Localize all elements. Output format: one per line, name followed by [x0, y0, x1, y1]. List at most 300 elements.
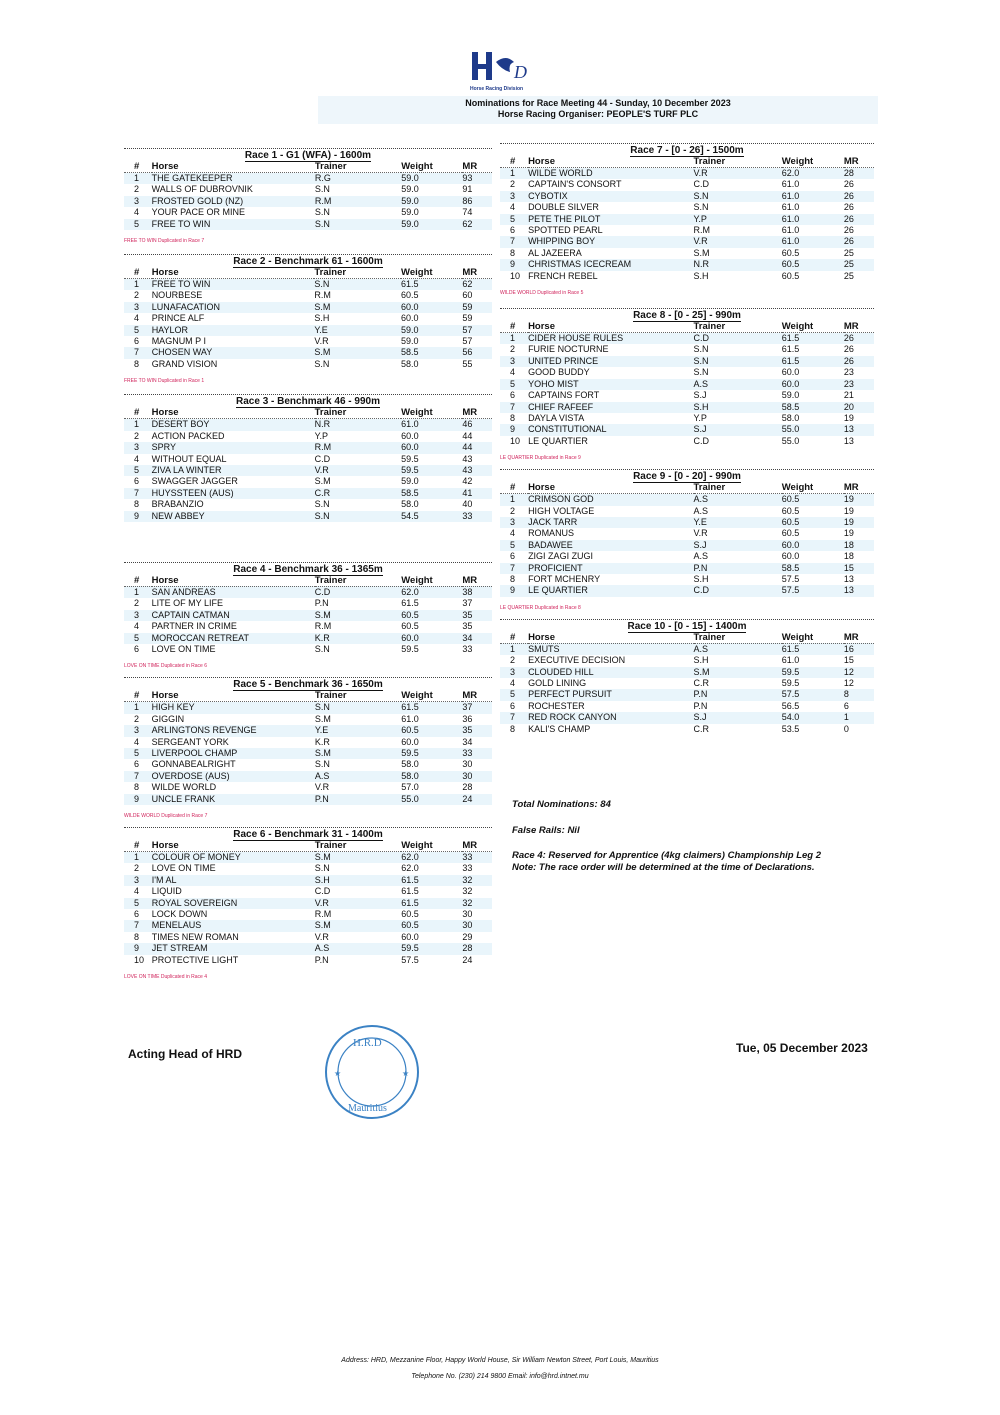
- race-table: [500, 322, 874, 447]
- cell-mr: 8: [844, 689, 874, 700]
- cell-number: 1: [500, 168, 528, 180]
- cell-weight: 61.0: [782, 191, 844, 202]
- cell-horse: LUNAFACATION: [152, 302, 315, 313]
- table-row: [500, 655, 874, 666]
- cell-mr: 15: [843, 655, 854, 666]
- cell-mr: 26: [843, 179, 854, 190]
- cell-weight: 57.5: [782, 689, 844, 700]
- table-row: [124, 955, 492, 966]
- cell-trainer: P.N: [315, 794, 401, 805]
- race-table: [124, 576, 492, 655]
- cell-number: 5: [124, 898, 152, 909]
- table-row: [500, 356, 874, 367]
- table-row: [124, 759, 492, 770]
- cell-weight: 62.0: [401, 852, 462, 864]
- column-header-weight: Weight: [401, 161, 433, 172]
- cell-number: 8: [510, 723, 516, 734]
- cell-weight: 59.0: [401, 476, 419, 487]
- table-row: [124, 488, 492, 499]
- cell-horse: CONSTITUTIONAL: [528, 424, 693, 435]
- table-row: [500, 643, 874, 655]
- cell-number: 3: [124, 442, 152, 453]
- column-header-num: #: [134, 574, 140, 586]
- cell-number: 7: [500, 563, 528, 574]
- cell-number: 8: [510, 573, 516, 584]
- column-header-mr: MR: [843, 321, 859, 333]
- column-header-horse: Horse: [151, 690, 179, 702]
- table-row: [500, 585, 874, 596]
- cell-weight: 59.0: [401, 207, 419, 218]
- race-section: [124, 562, 492, 677]
- cell-trainer: C.D: [314, 886, 331, 897]
- cell-mr: 28: [462, 782, 473, 793]
- cell-trainer: A.S: [693, 551, 709, 562]
- column-header-trainer: Trainer: [314, 161, 347, 172]
- cell-horse: EXECUTIVE DECISION: [528, 655, 626, 666]
- cell-weight: 59.0: [401, 173, 462, 185]
- cell-horse: WHIPPING BOY: [528, 236, 693, 247]
- cell-mr: 33: [462, 748, 492, 759]
- cell-weight: 60.5: [781, 528, 800, 539]
- table-row: [124, 184, 492, 195]
- address: Address: HRD, Mezzanine Floor, Happy World House, Sir William Newton Street, Port Louis, Mauritius: [341, 1357, 659, 1364]
- table-row: [500, 701, 874, 712]
- cell-trainer: S.J: [694, 540, 782, 551]
- cell-weight: 62.0: [401, 863, 419, 874]
- table-row: [124, 863, 492, 874]
- cell-mr: 26: [844, 236, 874, 247]
- cell-mr: 33: [462, 863, 473, 874]
- table-row: [124, 454, 492, 465]
- table-row: [500, 202, 874, 213]
- cell-horse: HUYSSTEEN (AUS): [152, 488, 315, 499]
- column-header-trainer: Trainer: [314, 690, 347, 702]
- cell-weight: 61.5: [401, 886, 419, 897]
- cell-mr: 19: [843, 528, 854, 539]
- race-title: [124, 254, 492, 268]
- cell-number: 4: [510, 528, 516, 539]
- cell-trainer: S.N: [315, 219, 401, 230]
- cell-mr: 55: [462, 358, 473, 369]
- cell-number: 3: [500, 191, 528, 202]
- cell-weight: 61.0: [781, 655, 800, 666]
- cell-trainer: N.R: [315, 419, 402, 431]
- cell-trainer: C.D: [693, 179, 709, 190]
- cell-weight: 60.5: [401, 610, 462, 621]
- cell-mr: 34: [462, 633, 492, 644]
- cell-trainer: S.M: [315, 610, 401, 621]
- race-title-text: Race 8 - [0 - 25] - 990m: [633, 310, 741, 322]
- cell-trainer: Y.E: [315, 725, 401, 736]
- table-row: [124, 290, 492, 301]
- table-row: [124, 714, 492, 725]
- cell-number: 1: [500, 643, 528, 655]
- cell-trainer: V.R: [315, 898, 401, 909]
- cell-mr: 13: [843, 573, 854, 584]
- cell-trainer: P.N: [694, 689, 782, 700]
- race-table: [500, 633, 874, 735]
- cell-mr: 42: [462, 476, 473, 487]
- race-table: [124, 691, 492, 805]
- cell-mr: 41: [462, 488, 492, 499]
- table-row: [500, 724, 874, 735]
- cell-horse: UNCLE FRANK: [152, 794, 315, 805]
- cell-weight: 60.0: [401, 633, 462, 644]
- race-title: [500, 469, 874, 483]
- cell-mr: 28: [844, 168, 874, 180]
- cell-number: 7: [500, 712, 528, 723]
- cell-weight: 55.0: [401, 794, 462, 805]
- cell-weight: 53.5: [781, 723, 800, 734]
- table-header-row: [124, 841, 492, 852]
- cell-number: 5: [500, 214, 528, 225]
- table-row: [500, 179, 874, 190]
- cell-trainer: A.S: [315, 943, 401, 954]
- cell-trainer: S.H: [693, 573, 709, 584]
- table-row: [500, 494, 874, 506]
- cell-horse: LOVE ON TIME: [151, 863, 216, 874]
- cell-weight: 61.0: [781, 202, 800, 213]
- race-title: [124, 394, 492, 408]
- cell-weight: 59.5: [401, 453, 419, 464]
- cell-mr: 30: [462, 920, 492, 931]
- cell-weight: 61.0: [782, 236, 844, 247]
- duplicate-note: LOVE ON TIME Duplicated in Race 4: [124, 974, 207, 981]
- cell-mr: 1: [844, 712, 874, 723]
- table-row: [124, 725, 492, 736]
- cell-trainer: S.N: [315, 511, 402, 522]
- cell-trainer: S.M: [314, 302, 401, 313]
- cell-horse: DAYLA VISTA: [528, 412, 585, 423]
- table-row: [124, 465, 492, 476]
- cell-trainer: S.J: [694, 424, 782, 435]
- cell-horse: HIGH KEY: [152, 702, 315, 714]
- cell-mr: 62: [462, 279, 492, 291]
- cell-number: 9: [124, 794, 152, 805]
- cell-number: 2: [134, 290, 140, 301]
- cell-weight: 54.0: [782, 712, 844, 723]
- table-row: [500, 424, 874, 435]
- column-header-mr: MR: [462, 267, 478, 279]
- table-row: [124, 644, 492, 655]
- cell-weight: 60.5: [781, 505, 800, 516]
- cell-weight: 60.0: [781, 367, 800, 378]
- column-header-trainer: Trainer: [314, 407, 347, 419]
- cell-mr: 28: [462, 943, 492, 954]
- cell-horse: AL JAZEERA: [528, 247, 582, 258]
- cell-weight: 62.0: [401, 586, 462, 598]
- cell-number: 10: [510, 435, 521, 446]
- table-row: [124, 898, 492, 909]
- column-header-horse: Horse: [151, 840, 179, 852]
- cell-trainer: Y.E: [314, 325, 401, 336]
- duplicate-note: [124, 522, 492, 536]
- table-row: [124, 313, 492, 324]
- column-header-trainer: Trainer: [693, 631, 726, 643]
- cell-mr: 30: [462, 771, 492, 782]
- cell-horse: MAGNUM P I: [151, 336, 207, 347]
- cell-horse: CAPTAIN'S CONSORT: [528, 179, 622, 190]
- cell-mr: 23: [843, 367, 854, 378]
- cell-number: 7: [124, 771, 152, 782]
- cell-weight: 60.5: [401, 725, 462, 736]
- table-row: [500, 563, 874, 574]
- cell-horse: LOCK DOWN: [151, 909, 208, 920]
- svg-text:D: D: [514, 62, 527, 82]
- cell-trainer: R.M: [314, 290, 331, 301]
- cell-trainer: R.M: [314, 909, 332, 920]
- cell-trainer: C.R: [693, 723, 709, 734]
- table-row: [124, 476, 492, 487]
- cell-trainer: S.N: [314, 759, 330, 770]
- duplicate-note: WILDE WORLD Duplicated in Race 5: [500, 290, 584, 297]
- cell-mr: 44: [462, 430, 473, 441]
- cell-trainer: S.H: [314, 313, 330, 324]
- table-header-row: [500, 322, 874, 333]
- cell-horse: ACTION PACKED: [151, 430, 225, 441]
- cell-horse: CHOSEN WAY: [152, 347, 315, 358]
- cell-mr: 20: [844, 402, 874, 413]
- cell-trainer: S.M: [694, 667, 782, 678]
- cell-trainer: C.R: [315, 488, 402, 499]
- cell-number: 6: [510, 225, 516, 236]
- cell-trainer: C.R: [693, 678, 709, 688]
- cell-trainer: S.H: [693, 270, 709, 281]
- table-row: [124, 431, 492, 442]
- table-row: [124, 943, 492, 954]
- cell-horse: ROYAL SOVEREIGN: [152, 898, 315, 909]
- cell-mr: 35: [462, 621, 473, 632]
- race-section: [124, 827, 492, 980]
- cell-number: 9: [500, 585, 528, 596]
- cell-number: 4: [510, 367, 516, 378]
- duplicate-note: LE QUARTIER Duplicated in Race 8: [500, 604, 581, 611]
- cell-mr: 35: [462, 610, 492, 621]
- table-row: [500, 436, 874, 447]
- cell-number: 9: [500, 259, 528, 270]
- cell-number: 9: [500, 424, 528, 435]
- cell-mr: 44: [462, 442, 492, 453]
- cell-trainer: C.D: [315, 586, 401, 598]
- cell-weight: 60.0: [401, 442, 462, 453]
- cell-number: 3: [500, 667, 528, 678]
- race-title: [124, 677, 492, 691]
- column-header-weight: Weight: [781, 482, 814, 494]
- column-header-num: #: [510, 156, 516, 167]
- cell-trainer: A.S: [315, 771, 401, 782]
- race-title-text: Race 2 - Benchmark 61 - 1600m: [233, 256, 383, 268]
- cell-number: 9: [124, 943, 152, 954]
- cell-horse: COLOUR OF MONEY: [152, 852, 315, 864]
- cell-number: 6: [134, 643, 140, 654]
- table-row: [500, 390, 874, 401]
- table-header-row: [500, 633, 874, 644]
- cell-weight: 57.5: [781, 573, 800, 584]
- column-header-trainer: Trainer: [693, 156, 726, 167]
- cell-number: 6: [510, 551, 516, 562]
- column-header-weight: Weight: [401, 840, 433, 852]
- cell-horse: GONNABEALRIGHT: [151, 759, 236, 770]
- table-row: [124, 419, 492, 431]
- race-section: [500, 469, 874, 619]
- cell-horse: CLOUDED HILL: [528, 667, 693, 678]
- cell-number: 6: [510, 700, 516, 711]
- cell-horse: SERGEANT YORK: [151, 736, 229, 747]
- table-row: [124, 598, 492, 609]
- cell-number: 1: [124, 173, 152, 185]
- cell-trainer: R.M: [314, 621, 332, 632]
- race-section: [500, 143, 874, 308]
- cell-horse: CAPTAINS FORT: [528, 390, 600, 401]
- cell-trainer: S.N: [693, 344, 709, 355]
- column-header-mr: MR: [843, 156, 859, 167]
- cell-mr: 32: [462, 886, 473, 897]
- cell-mr: 15: [844, 563, 874, 574]
- cell-horse: WILDE WORLD: [528, 168, 693, 180]
- column-header-trainer: Trainer: [693, 321, 726, 333]
- cell-mr: 19: [843, 412, 854, 423]
- cell-number: 5: [500, 689, 528, 700]
- cell-horse: LIVERPOOL CHAMP: [152, 748, 315, 759]
- column-header-weight: Weight: [401, 267, 433, 279]
- cell-weight: 61.5: [401, 598, 419, 609]
- cell-weight: 59.0: [781, 390, 800, 401]
- logo-caption: Horse Racing Division: [470, 86, 524, 92]
- cell-number: 2: [510, 505, 516, 516]
- cell-mr: 26: [844, 214, 874, 225]
- cell-horse: NEW ABBEY: [152, 511, 315, 522]
- cell-mr: 23: [844, 379, 874, 390]
- cell-horse: FREE TO WIN: [152, 279, 315, 291]
- cell-weight: 61.5: [782, 356, 844, 367]
- cell-weight: 58.0: [401, 358, 419, 369]
- cell-mr: 59: [462, 313, 473, 324]
- cell-number: 2: [134, 430, 140, 441]
- svg-text:★: ★: [334, 1069, 342, 1078]
- table-row: [124, 909, 492, 920]
- table-row: [124, 737, 492, 748]
- meeting-title: Nominations for Race Meeting 44 - Sunday, 10 December 2023: [465, 98, 731, 108]
- cell-number: 7: [124, 347, 152, 358]
- race-title: [500, 619, 874, 633]
- cell-mr: 57: [462, 325, 492, 336]
- cell-mr: 56: [462, 347, 492, 358]
- table-row: [500, 517, 874, 528]
- cell-weight: 55.0: [781, 435, 800, 446]
- cell-number: 5: [124, 465, 152, 476]
- cell-horse: FROSTED GOLD (NZ): [152, 196, 315, 207]
- cell-horse: LITE OF MY LIFE: [151, 598, 223, 609]
- cell-weight: 61.5: [401, 898, 462, 909]
- cell-number: 3: [124, 875, 152, 886]
- cell-horse: MOROCCAN RETREAT: [152, 633, 315, 644]
- table-row: [124, 782, 492, 793]
- cell-number: 10: [134, 954, 145, 965]
- cell-mr: 30: [462, 909, 473, 920]
- cell-weight: 62.0: [782, 168, 844, 180]
- race-section: [124, 148, 492, 254]
- cell-horse: ROCHESTER: [528, 700, 585, 711]
- total-nominations: Total Nominations: 84: [512, 799, 611, 810]
- cell-horse: LE QUARTIER: [528, 435, 588, 446]
- cell-number: 2: [134, 184, 140, 195]
- svg-text:Mauritius: Mauritius: [348, 1103, 387, 1114]
- table-row: [124, 207, 492, 218]
- column-header-num: #: [134, 840, 140, 852]
- false-rails: False Rails: Nil: [512, 825, 580, 836]
- cell-horse: RED ROCK CANYON: [528, 712, 693, 723]
- cell-mr: 21: [843, 390, 854, 401]
- cell-horse: SPOTTED PEARL: [528, 225, 603, 236]
- cell-mr: 24: [462, 794, 492, 805]
- cell-trainer: S.M: [315, 852, 401, 864]
- right-race-column: [500, 143, 874, 749]
- cell-horse: FRENCH REBEL: [528, 270, 598, 281]
- table-row: [500, 678, 874, 689]
- cell-mr: 26: [843, 225, 854, 236]
- cell-trainer: S.M: [315, 920, 401, 931]
- cell-horse: LE QUARTIER: [528, 585, 693, 596]
- cell-weight: 58.0: [401, 499, 419, 510]
- telephone: Telephone No. (230) 214 9800 Email: info@hrd.intnet.mu: [411, 1373, 589, 1380]
- cell-trainer: S.H: [315, 875, 401, 886]
- cell-number: 3: [124, 725, 152, 736]
- column-header-horse: Horse: [528, 156, 555, 167]
- cell-mr: 43: [462, 465, 492, 476]
- cell-trainer: S.N: [314, 499, 330, 510]
- cell-number: 3: [124, 610, 152, 621]
- cell-trainer: A.S: [694, 643, 782, 655]
- column-header-num: #: [510, 321, 516, 333]
- cell-weight: 61.0: [781, 225, 800, 236]
- cell-horse: PROFICIENT: [528, 563, 693, 574]
- svg-text:H.R.D: H.R.D: [353, 1037, 382, 1049]
- cell-horse: SWAGGER JAGGER: [151, 476, 238, 487]
- cell-weight: 60.0: [401, 302, 462, 313]
- cell-weight: 56.5: [781, 700, 800, 711]
- cell-mr: 26: [844, 333, 874, 345]
- cell-trainer: Y.E: [694, 517, 782, 528]
- cell-weight: 55.0: [782, 424, 844, 435]
- table-row: [500, 344, 874, 355]
- cell-trainer: A.S: [694, 494, 782, 506]
- signatory: Acting Head of HRD: [128, 1047, 242, 1061]
- cell-number: 4: [134, 886, 140, 897]
- issue-date: Tue, 05 December 2023: [736, 1041, 868, 1055]
- cell-trainer: N.R: [694, 259, 782, 270]
- cell-mr: 19: [844, 517, 874, 528]
- cell-number: 3: [124, 196, 152, 207]
- cell-number: 4: [134, 453, 140, 464]
- cell-weight: 60.0: [401, 313, 419, 324]
- cell-mr: 34: [462, 736, 473, 747]
- cell-horse: ROMANUS: [528, 528, 575, 539]
- cell-number: 6: [134, 909, 140, 920]
- cell-trainer: S.N: [694, 356, 782, 367]
- race-title-text: Race 5 - Benchmark 36 - 1650m: [233, 679, 383, 691]
- cell-horse: FORT MCHENRY: [528, 573, 601, 584]
- cell-mr: 60: [462, 290, 473, 301]
- cell-weight: 61.0: [401, 713, 419, 724]
- cell-mr: 12: [844, 667, 874, 678]
- column-header-mr: MR: [843, 482, 859, 494]
- cell-trainer: S.H: [694, 402, 782, 413]
- cell-horse: JET STREAM: [152, 943, 315, 954]
- cell-horse: GIGGIN: [151, 713, 185, 724]
- cell-horse: ZIVA LA WINTER: [152, 465, 315, 476]
- table-row: [500, 248, 874, 259]
- cell-number: 2: [134, 863, 140, 874]
